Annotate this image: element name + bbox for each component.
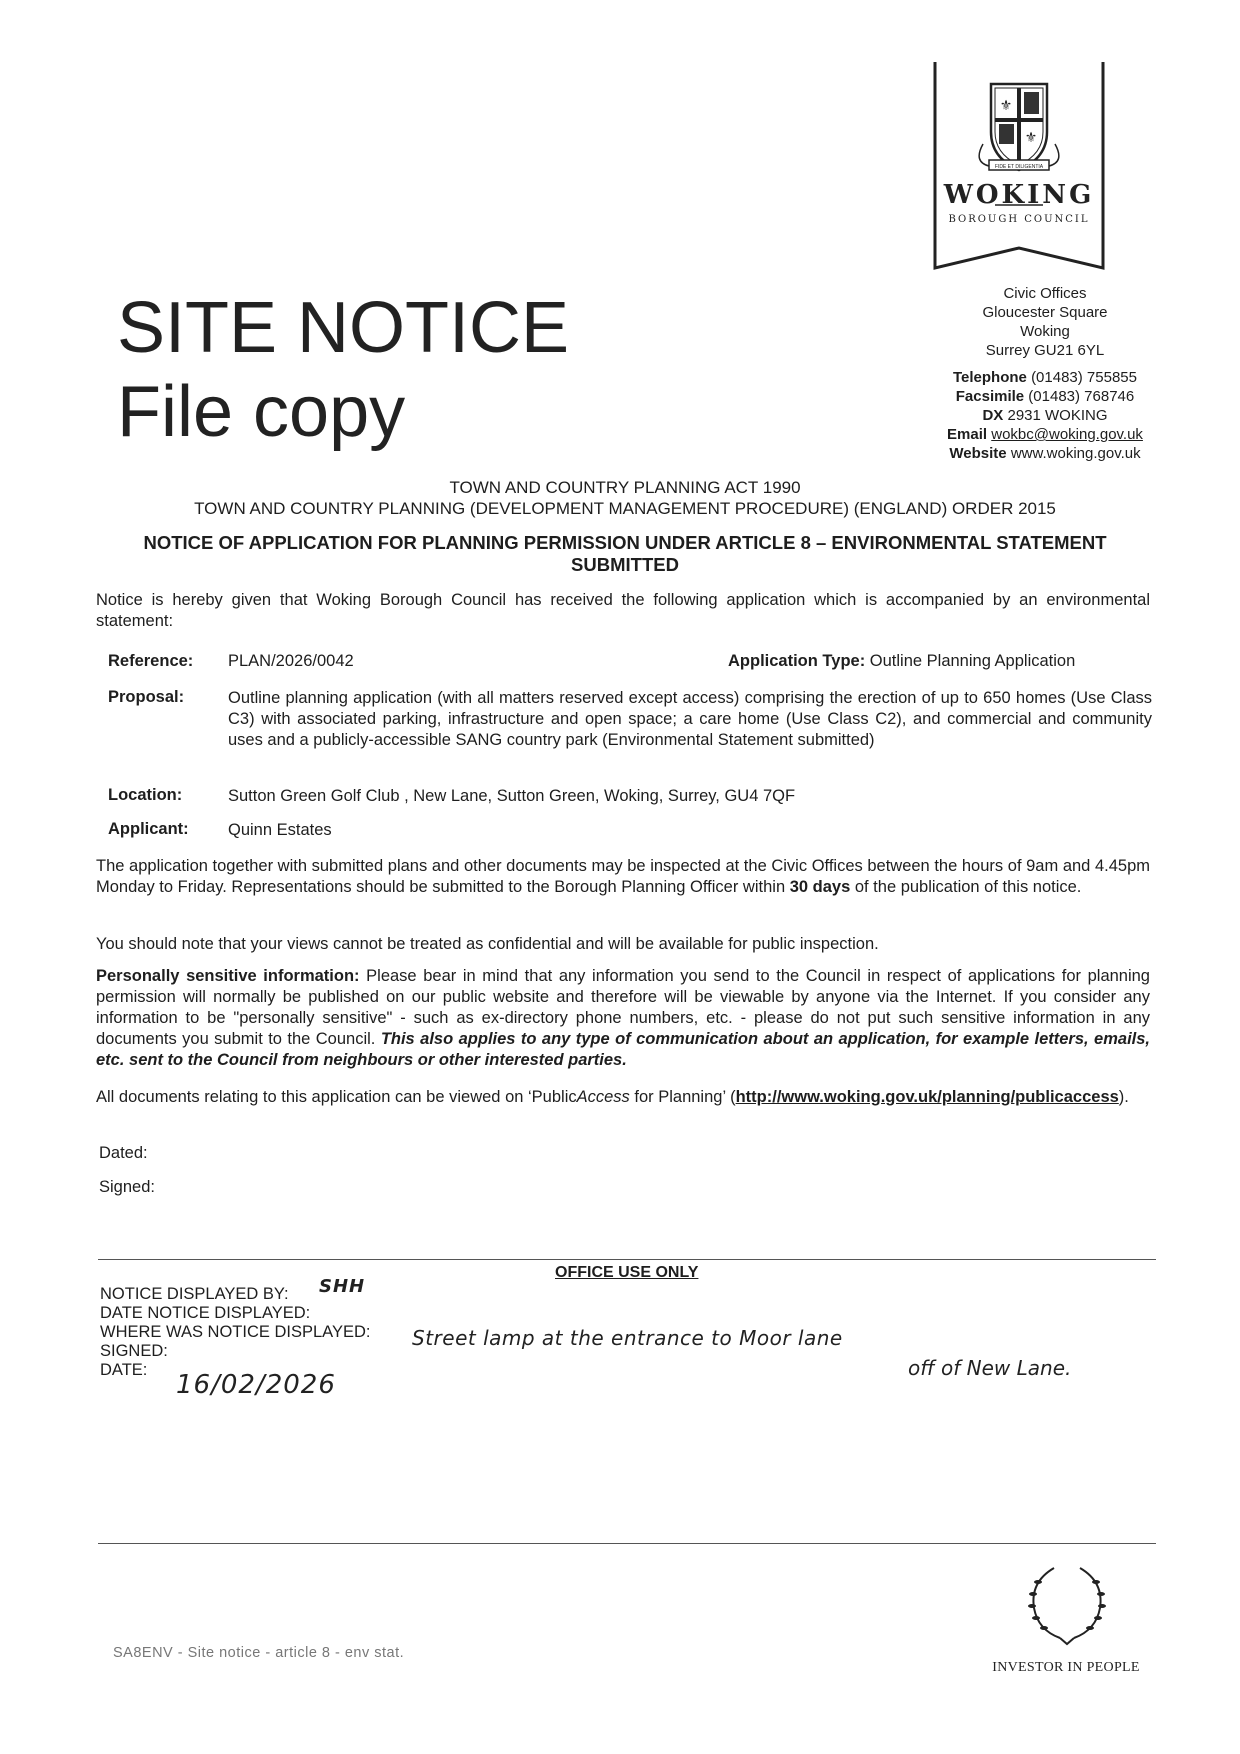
reference-label: Reference:	[108, 652, 194, 670]
logo-subtitle: BOROUGH COUNCIL	[948, 214, 1090, 225]
address-line: Surrey GU21 6YL	[985, 342, 1105, 359]
address-line: Civic Offices	[1003, 285, 1087, 302]
website-row: Website www.woking.gov.uk	[949, 445, 1141, 462]
where-displayed-line-2: off of New Lane.	[908, 1356, 1072, 1380]
council-crest-icon	[933, 62, 1105, 270]
address-line: Woking	[1020, 323, 1070, 340]
divider	[98, 1543, 1156, 1544]
confidential-paragraph: You should note that your views cannot be treated as confidential and will be available for public inspection.	[96, 935, 879, 953]
applicant-value: Quinn Estates	[228, 821, 332, 839]
displayed-by-label: NOTICE DISPLAYED BY:	[100, 1285, 289, 1303]
sensitive-info-paragraph: Personally sensitive information: Please bear in mind that any information you send to the Council in respect of applications for planning permission will normally be published on our public website and therefore will be viewable by anyone via the Internet. If you consider any information to be "personally sensitive" - such as ex-directory phone numbers, etc. - please do not put such sensitive information in any documents you submit to the Council. This also applies to any type of communication about an application, for example letters, emails, etc. sent to the Council from neighbours or other interested parties.	[96, 967, 1150, 1069]
divider	[98, 1259, 1156, 1260]
proposal-value: Outline planning application (with all matters reserved except access) comprising the erection of up to 650 homes (Use Class C3) with associated parking, infrastructure and open space; a care home (Use Class C2), and commercial and community uses and a publicly-accessible SANG country park (Environmental Statement submitted)	[228, 689, 1152, 749]
fax-row: Facsimile (01483) 768746	[955, 388, 1135, 405]
investor-in-people-wreath-icon	[1024, 1560, 1110, 1646]
email-link[interactable]: wokbc@woking.gov.uk	[991, 426, 1143, 443]
office-date-value: 16/02/2026	[176, 1370, 336, 1400]
notice-heading: NOTICE OF APPLICATION FOR PLANNING PERMISSION UNDER ARTICLE 8 – ENVIRONMENTAL STATEMENT SUBMITTED	[143, 532, 1107, 575]
public-access-paragraph: All documents relating to this application can be viewed on ‘PublicAccess for Planning’ (http://www.woking.gov.uk/planning/publicaccess).	[96, 1088, 1129, 1106]
application-type: Application Type: Outline Planning Application	[728, 652, 1076, 670]
legislation-titles	[100, 477, 1150, 519]
telephone-row: Telephone (01483) 755855	[952, 369, 1137, 386]
location-value: Sutton Green Golf Club , New Lane, Sutton Green, Woking, Surrey, GU4 7QF	[228, 787, 796, 805]
act-line: TOWN AND COUNTRY PLANNING ACT 1990	[449, 478, 801, 497]
woking-logo	[933, 62, 1105, 270]
logo-name: WOKING	[943, 180, 1095, 210]
email-row: Email wokbc@woking.gov.uk	[947, 426, 1143, 443]
signed-label: Signed:	[99, 1178, 155, 1196]
svg-text:⚜: ⚜	[999, 97, 1013, 113]
dx-row: DX 2931 WOKING	[982, 407, 1108, 424]
reference-value: PLAN/2026/0042	[228, 652, 354, 670]
svg-text:FIDE ET DILIGENTIA: FIDE ET DILIGENTIA	[994, 164, 1044, 170]
form-code: SA8ENV - Site notice - article 8 - env stat.	[113, 1645, 405, 1661]
office-use-title: OFFICE USE ONLY	[555, 1264, 699, 1281]
inspection-paragraph: The application together with submitted plans and other documents may be inspected at the Civic Offices between the hours of 9am and 4.45pm Monday to Friday. Representations should be submitted to the Borough Planning Officer within 30 days of the publication of this notice.	[96, 857, 1150, 896]
public-access-link[interactable]: http://www.woking.gov.uk/planning/publicaccess	[735, 1088, 1119, 1106]
title-line-1: SITE NOTICE	[117, 288, 570, 368]
act-line: TOWN AND COUNTRY PLANNING (DEVELOPMENT MANAGEMENT PROCEDURE) (ENGLAND) ORDER 2015	[194, 499, 1056, 518]
dated-label: Dated:	[99, 1144, 148, 1162]
page-title	[117, 286, 569, 454]
address-line: Gloucester Square	[982, 304, 1108, 321]
office-use-block	[100, 1285, 370, 1380]
applicant-label: Applicant:	[108, 820, 189, 838]
date-displayed-label: DATE NOTICE DISPLAYED:	[100, 1304, 311, 1322]
contact-block	[895, 284, 1195, 463]
office-signed-label: SIGNED:	[100, 1342, 168, 1360]
where-displayed-label: WHERE WAS NOTICE DISPLAYED:	[100, 1323, 371, 1341]
location-label: Location:	[108, 786, 183, 804]
svg-text:⚜: ⚜	[1024, 129, 1038, 145]
where-displayed-line-1: Street lamp at the entrance to Moor lane	[412, 1326, 843, 1350]
office-date-label: DATE:	[100, 1361, 148, 1379]
proposal-label: Proposal:	[108, 688, 185, 706]
displayed-by-initials: SHH	[319, 1276, 366, 1297]
investor-in-people-label: INVESTOR IN PEOPLE	[992, 1660, 1140, 1675]
title-line-2: File copy	[117, 372, 406, 452]
intro-paragraph: Notice is hereby given that Woking Borough Council has received the following application which is accompanied by an environmental statement:	[96, 591, 1150, 630]
website-link[interactable]: www.woking.gov.uk	[1010, 445, 1141, 462]
